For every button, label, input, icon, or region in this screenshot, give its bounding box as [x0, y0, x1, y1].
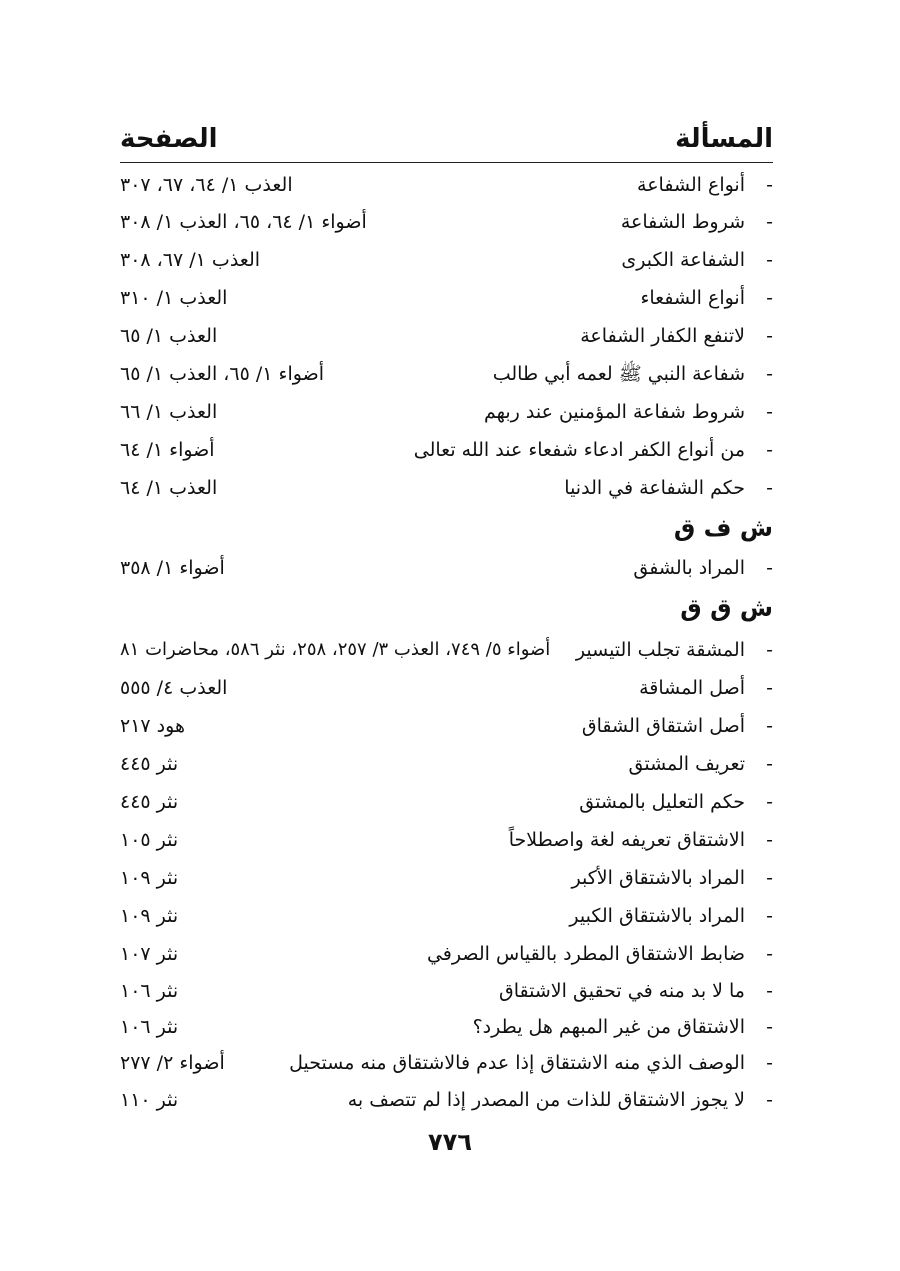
entry-dash: -	[766, 980, 773, 1002]
index-entry	[120, 671, 773, 705]
index-header	[120, 122, 773, 163]
entry-topic: أصل المشاقة	[639, 677, 745, 699]
index-entry	[120, 861, 773, 895]
entry-topic: حكم الشفاعة في الدنيا	[564, 477, 745, 499]
entry-dash: -	[766, 287, 773, 309]
entry-dash: -	[766, 1052, 773, 1074]
index-entry	[120, 1046, 773, 1080]
section-heading: ش ف ق	[673, 514, 773, 542]
entry-reference: أضواء ١/ ٦٤، ٦٥، العذب ١/ ٣٠٨	[120, 211, 367, 233]
entry-topic: المراد بالاشتقاق الأكبر	[571, 867, 745, 889]
entry-topic: ضابط الاشتقاق المطرد بالقياس الصرفي	[426, 943, 745, 965]
entry-reference: العذب ٤/ ٥٥٥	[120, 677, 228, 699]
entry-topic: حكم التعليل بالمشتق	[579, 791, 745, 813]
entry-reference: هود ٢١٧	[120, 715, 185, 737]
entry-reference: نثر ٤٤٥	[120, 791, 179, 813]
entry-reference: العذب ١/ ٦٦	[120, 401, 218, 423]
topic-column-heading: المسألة	[675, 124, 773, 154]
entry-reference: أضواء ٢/ ٢٧٧	[120, 1052, 225, 1074]
entry-dash: -	[766, 211, 773, 233]
entry-topic: أنواع الشفاعة	[637, 174, 745, 196]
entry-reference: أضواء ١/ ٣٥٨	[120, 557, 225, 579]
index-entry	[120, 899, 773, 933]
entry-reference: نثر ١٠٧	[120, 943, 179, 965]
entry-dash: -	[766, 791, 773, 813]
index-entry	[120, 937, 773, 971]
index-entry	[120, 785, 773, 819]
entry-reference: نثر ٤٤٥	[120, 753, 179, 775]
index-entry	[120, 433, 773, 467]
entry-topic: من أنواع الكفر ادعاء شفعاء عند الله تعالى	[413, 439, 745, 461]
entry-dash: -	[766, 639, 773, 661]
entry-topic: الوصف الذي منه الاشتقاق إذا عدم فالاشتقاق منه مستحيل	[289, 1052, 745, 1074]
entry-dash: -	[766, 829, 773, 851]
entry-topic: المراد بالاشتقاق الكبير	[569, 905, 745, 927]
index-entry	[120, 1010, 773, 1044]
entry-topic: المشقة تجلب التيسير	[575, 639, 745, 661]
page-number: ٧٧٦	[428, 1128, 472, 1156]
entry-dash: -	[766, 557, 773, 579]
entry-dash: -	[766, 363, 773, 385]
entry-dash: -	[766, 905, 773, 927]
index-entry	[120, 395, 773, 429]
index-entry	[120, 471, 773, 505]
entry-reference: نثر ١٠٦	[120, 980, 179, 1002]
index-entry	[120, 168, 773, 202]
entry-reference: العذب ١/ ٦٧، ٣٠٨	[120, 249, 261, 271]
section-heading: ش ق ق	[680, 594, 773, 622]
entry-reference: العذب ١/ ٣١٠	[120, 287, 228, 309]
index-entry	[120, 205, 773, 239]
entry-reference: العذب ١/ ٦٤، ٦٧، ٣٠٧	[120, 174, 293, 196]
entry-dash: -	[766, 715, 773, 737]
entry-topic: شروط الشفاعة	[620, 211, 745, 233]
page-column-heading: الصفحة	[120, 124, 218, 154]
index-entry	[120, 243, 773, 277]
index-entry	[120, 281, 773, 315]
entry-dash: -	[766, 439, 773, 461]
index-entry	[120, 633, 773, 667]
entry-reference: نثر ١٠٩	[120, 905, 179, 927]
entry-topic: ما لا بد منه في تحقيق الاشتقاق	[499, 980, 745, 1002]
index-entry	[120, 709, 773, 743]
entry-dash: -	[766, 325, 773, 347]
entry-reference: نثر ١١٠	[120, 1089, 179, 1111]
entry-reference: أضواء ١/ ٦٤	[120, 439, 215, 461]
entry-reference: نثر ١٠٦	[120, 1016, 179, 1038]
entry-topic: المراد بالشفق	[633, 557, 745, 579]
entry-topic: الشفاعة الكبرى	[621, 249, 745, 271]
entry-reference: أضواء ١/ ٦٥، العذب ١/ ٦٥	[120, 363, 324, 385]
index-entry	[120, 747, 773, 781]
entry-reference: نثر ١٠٥	[120, 829, 179, 851]
index-entry	[120, 1083, 773, 1117]
entry-topic: شفاعة النبي ﷺ لعمه أبي طالب	[492, 363, 745, 385]
entry-dash: -	[766, 1089, 773, 1111]
entry-topic: أنواع الشفعاء	[640, 287, 745, 309]
entry-dash: -	[766, 677, 773, 699]
entry-topic: لا يجوز الاشتقاق للذات من المصدر إذا لم تتصف به	[347, 1089, 745, 1111]
entry-dash: -	[766, 401, 773, 423]
entry-dash: -	[766, 867, 773, 889]
entry-topic: تعريف المشتق	[628, 753, 745, 775]
entry-topic: شروط شفاعة المؤمنين عند ربهم	[483, 401, 745, 423]
index-entry	[120, 319, 773, 353]
entry-topic: لاتنفع الكفار الشفاعة	[580, 325, 745, 347]
entry-dash: -	[766, 753, 773, 775]
entry-reference: نثر ١٠٩	[120, 867, 179, 889]
entry-dash: -	[766, 477, 773, 499]
entry-topic: الاشتقاق من غير المبهم هل يطرد؟	[472, 1016, 745, 1038]
entry-reference: العذب ١/ ٦٥	[120, 325, 218, 347]
index-entry	[120, 357, 773, 391]
entry-dash: -	[766, 1016, 773, 1038]
entry-dash: -	[766, 249, 773, 271]
entry-reference: العذب ١/ ٦٤	[120, 477, 218, 499]
entry-dash: -	[766, 943, 773, 965]
index-entry	[120, 551, 773, 585]
index-entry	[120, 974, 773, 1008]
entry-dash: -	[766, 174, 773, 196]
index-entry	[120, 823, 773, 857]
entry-topic: أصل اشتقاق الشقاق	[581, 715, 745, 737]
entry-reference: أضواء ٥/ ٧٤٩، العذب ٣/ ٢٥٧، ٢٥٨، نثر ٥٨٦، محاضرات ٨١	[120, 639, 551, 660]
entry-topic: الاشتقاق تعريفه لغة واصطلاحاً	[508, 829, 745, 851]
